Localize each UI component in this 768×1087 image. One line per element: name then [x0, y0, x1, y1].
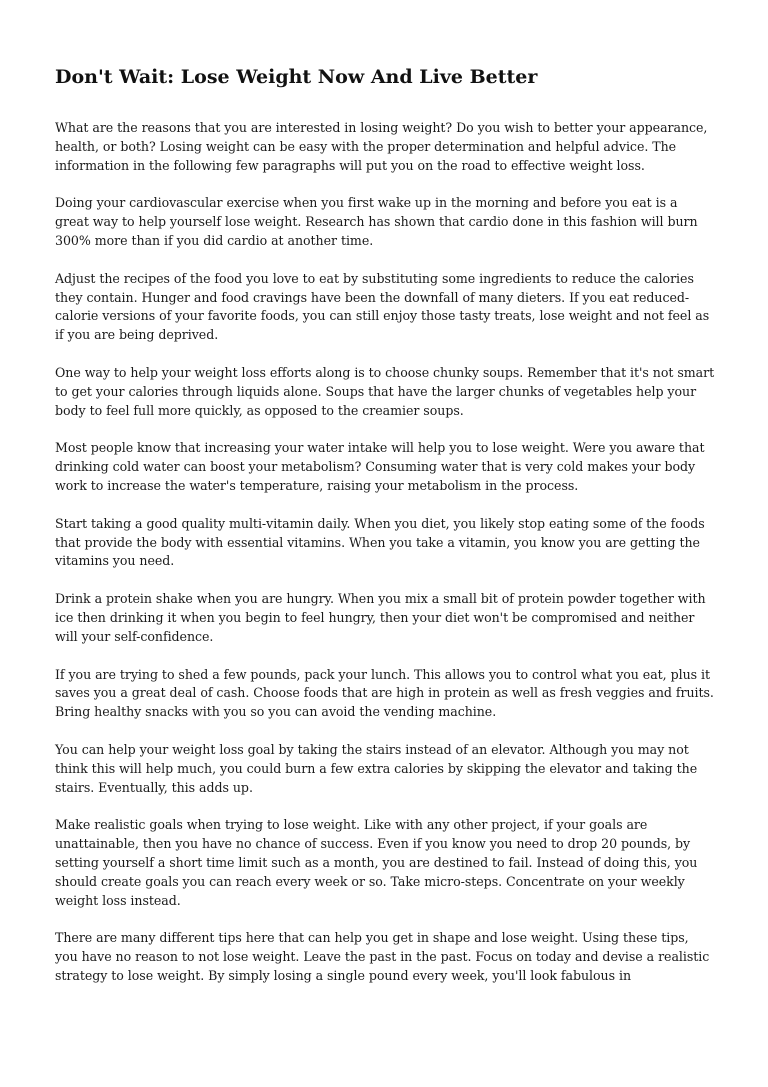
paragraph-1: What are the reasons that you are interested in losing weight? Do you wish to better your appearance, health, or both? Losing weight can be easy with the proper determination and helpful advice. The information in the following few paragraphs will put you on the road to effective weight loss. — [55, 120, 708, 173]
paragraph-3: Adjust the recipes of the food you love to eat by substituting some ingredients to reduce the calories they contain. Hunger and food cravings have been the downfall of many dieters. If you eat reduced-calorie versions of your favorite foods, you can still enjoy those tasty treats, lose weight and not feel as if you are being deprived. — [55, 270, 710, 343]
paragraph-2: Doing your cardiovascular exercise when you first wake up in the morning and before you eat is a great way to help yourself lose weight. Research has shown that cardio done in this fashion will burn 300% more than if you did cardio at another time. — [55, 195, 698, 248]
paragraph-5: Most people know that increasing your water intake will help you to lose weight. Were you aware that drinking cold water can boost your metabolism? Consuming water that is very cold makes your body work to increase the water's temperature, raising your metabolism in the process. — [55, 440, 705, 493]
paragraph-10: Make realistic goals when trying to lose weight. Like with any other project, if your goals are unattainable, then you have no chance of success. Even if you know you need to drop 20 pounds, by setting yourself a short time limit such as a month, you are destined to fail. Instead of doing this, you should create goals you can reach every week or so. Take micro-steps. Concentrate on your weekly weight loss instead. — [55, 817, 698, 908]
paragraph-7: Drink a protein shake when you are hungry. When you mix a small bit of protein powder together with ice then drinking it when you begin to feel hungry, then your diet won't be compromised and neither will your self-confidence. — [55, 591, 706, 644]
paragraph-6: Start taking a good quality multi-vitamin daily. When you diet, you likely stop eating some of the foods that provide the body with essential vitamins. When you take a vitamin, you know you are getting the vitamins you need. — [55, 515, 705, 569]
paragraph-11: There are many different tips here that can help you get in shape and lose weight. Using these tips, you have no reason to not lose weight. Leave the past in the past. Focus on today and devise a realistic strategy to lose weight. By simply losing a single pound every week, you'll look fabulous in — [55, 930, 710, 983]
document-page — [55, 56, 715, 1005]
paragraph-8: If you are trying to shed a few pounds, pack your lunch. This allows you to control what you eat, plus it saves you a great deal of cash. Choose foods that are high in protein as well as fresh veggies and fruits. Bring healthy snacks with you so you can avoid the vending machine. — [55, 666, 714, 720]
document-title: Don't Wait: Lose Weight Now And Live Better — [55, 66, 538, 88]
paragraph-4: One way to help your weight loss efforts along is to choose chunky soups. Remember that it's not smart to get your calories through liquids alone. Soups that have the larger chunks of vegetables help your body to feel full more quickly, as opposed to the creamier soups. — [55, 364, 715, 418]
paragraph-9: You can help your weight loss goal by taking the stairs instead of an elevator. Although you may not think this will help much, you could burn a few extra calories by skipping the elevator and taking the stairs. Eventually, this adds up. — [55, 741, 698, 795]
